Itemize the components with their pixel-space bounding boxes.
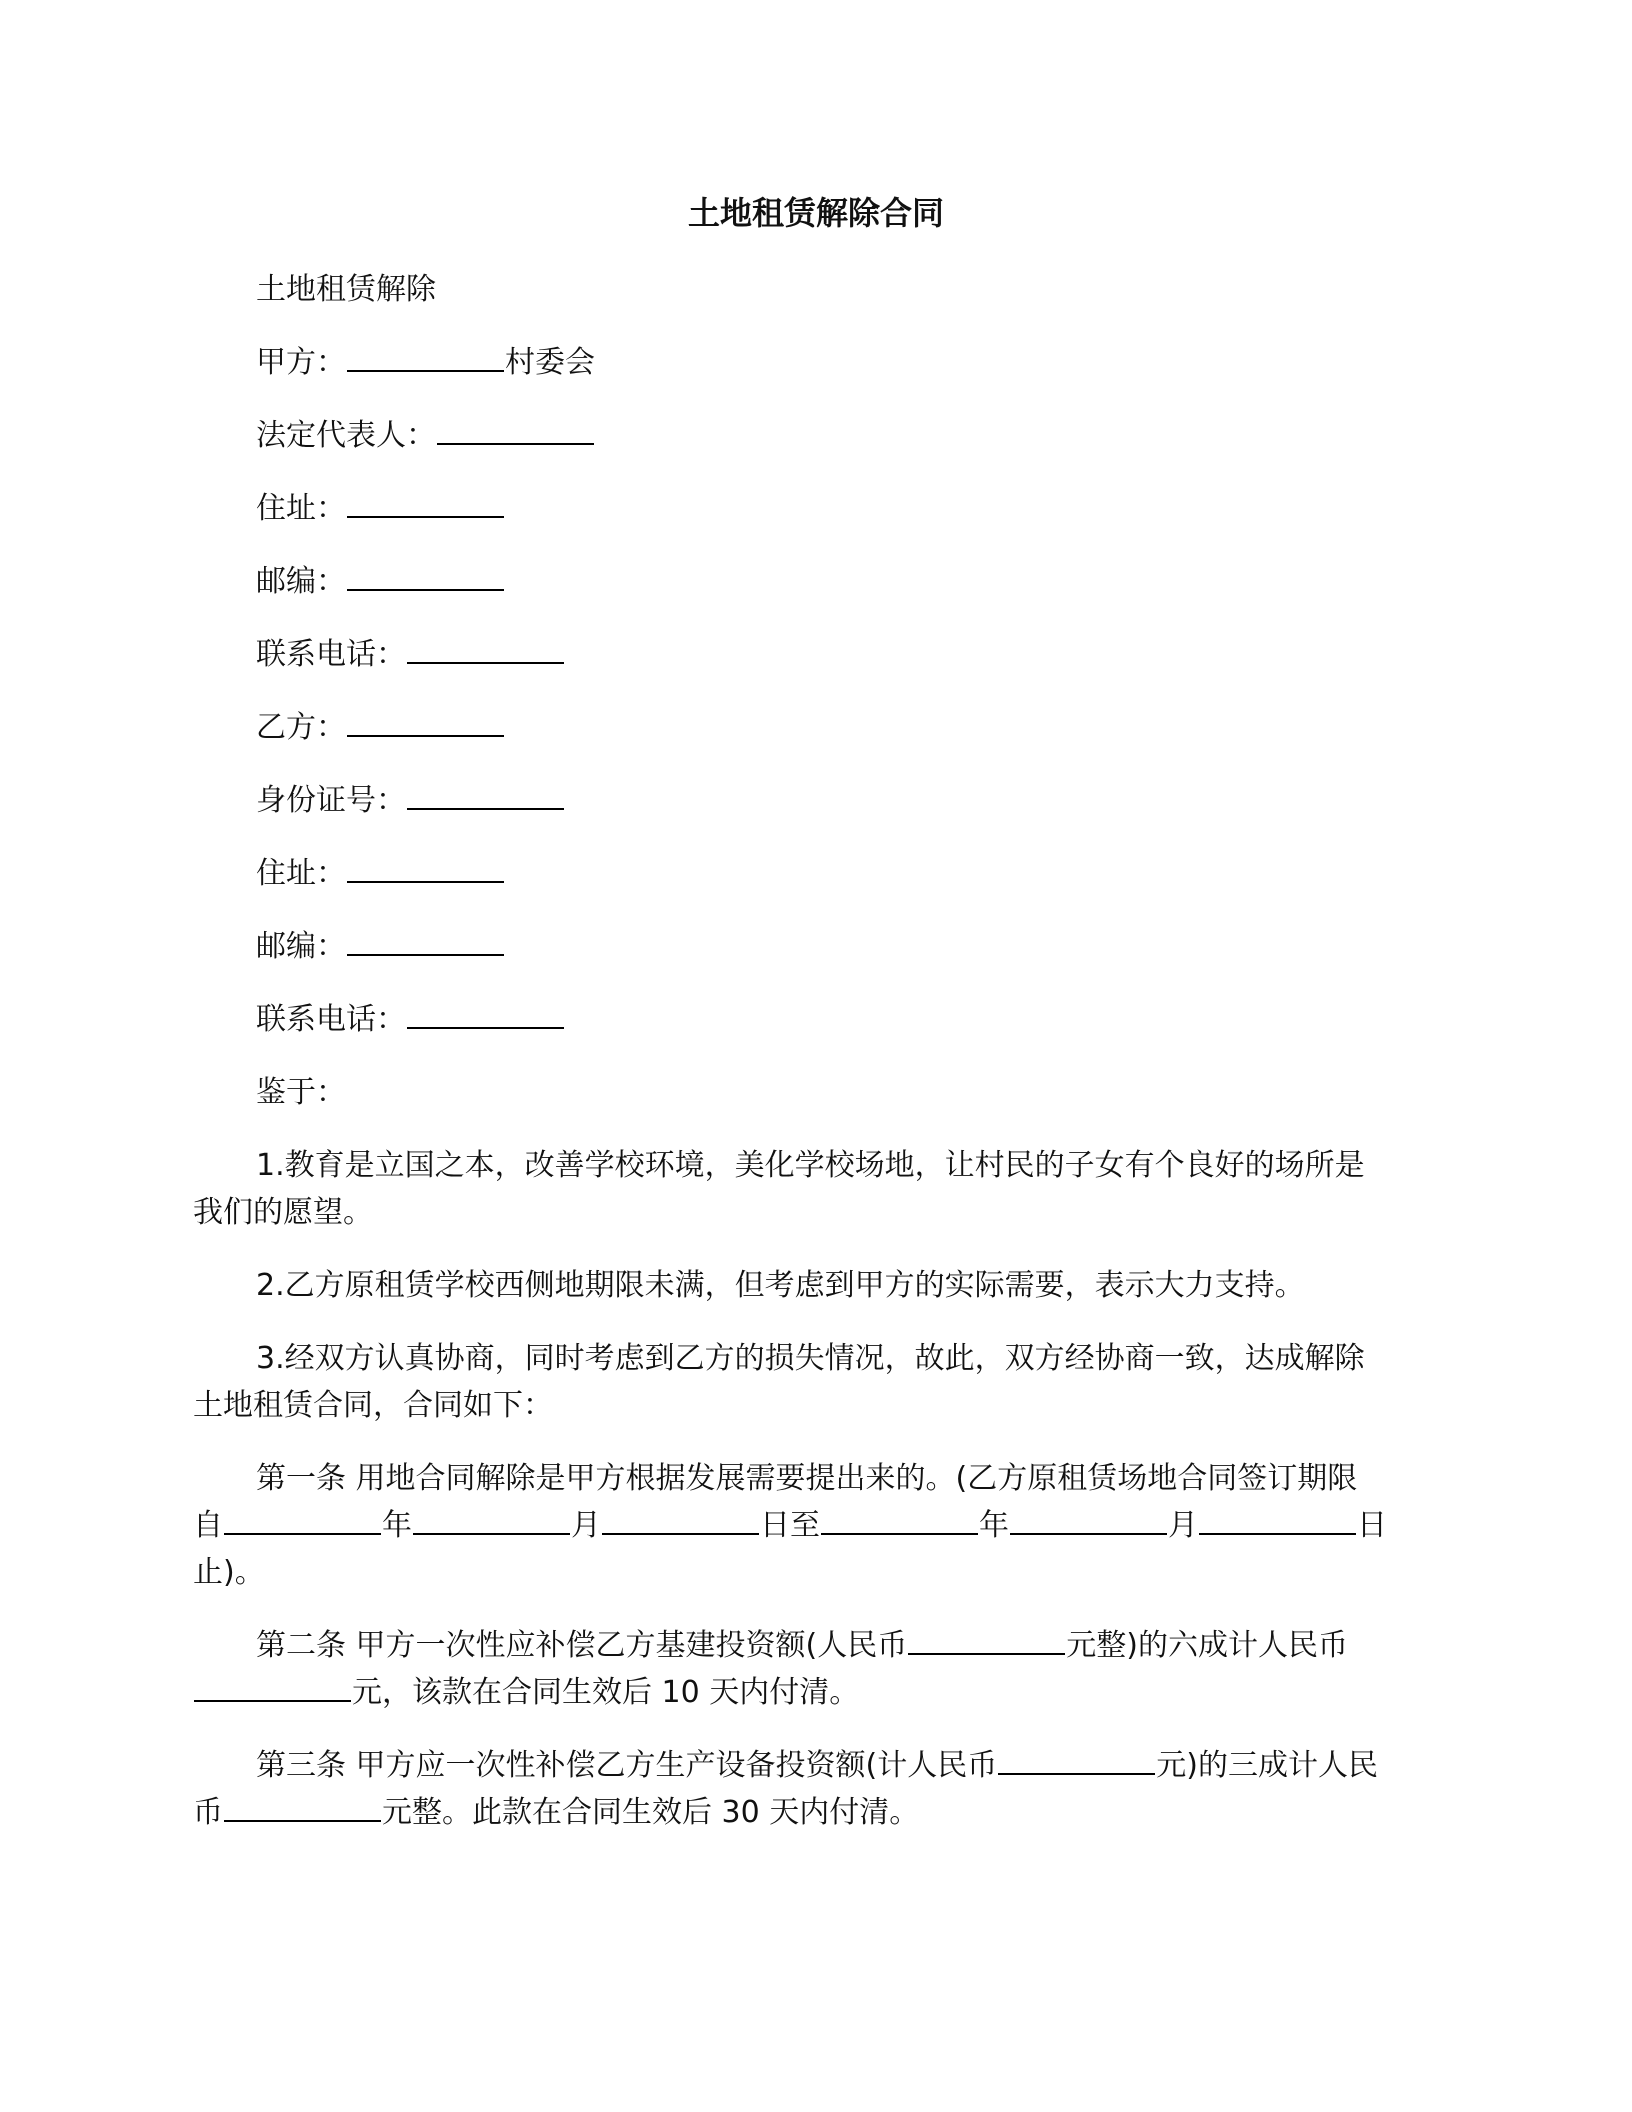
clause-line: 1.教育是立国之本，改善学校环境，美化学校场地，让村民的子女有个良好的场所是 xyxy=(256,1148,1365,1183)
blank-field[interactable] xyxy=(437,415,594,445)
text: 年 xyxy=(382,1508,412,1543)
party-b-id-field xyxy=(193,777,1425,824)
blank-field[interactable] xyxy=(998,1745,1155,1775)
article-1 xyxy=(193,1455,1425,1596)
document-title: 土地租赁解除合同 xyxy=(687,194,944,232)
field-label: 邮编： xyxy=(256,929,346,964)
article-line: 止)。 xyxy=(193,1555,265,1590)
blank-field[interactable] xyxy=(413,1505,570,1535)
blank-field[interactable] xyxy=(224,1505,381,1535)
clause-1 xyxy=(193,1142,1425,1236)
party-a-field xyxy=(193,339,1425,386)
blank-field[interactable] xyxy=(347,561,504,591)
article-line xyxy=(193,1742,1425,1789)
blank-field[interactable] xyxy=(407,634,564,664)
field-label: 身份证号： xyxy=(256,783,406,818)
text: 元整)的六成计人民币 xyxy=(1066,1628,1348,1663)
clause-2 xyxy=(193,1262,1425,1309)
text: 日 xyxy=(1357,1508,1387,1543)
party-b-postcode-field xyxy=(193,923,1425,970)
blank-field[interactable] xyxy=(407,999,564,1029)
article-line-dates xyxy=(193,1502,1425,1549)
blank-field[interactable] xyxy=(347,926,504,956)
blank-field[interactable] xyxy=(407,780,564,810)
field-label: 邮编： xyxy=(256,564,346,599)
subtitle: 土地租赁解除 xyxy=(256,272,436,307)
party-a-postcode-field xyxy=(193,558,1425,605)
article-3 xyxy=(193,1742,1425,1836)
article-2 xyxy=(193,1622,1425,1716)
document-body xyxy=(193,266,1425,1862)
field-label: 乙方： xyxy=(256,710,346,745)
text: 币 xyxy=(193,1795,223,1830)
clause-line: 2.乙方原租赁学校西侧地期限未满，但考虑到甲方的实际需要，表示大力支持。 xyxy=(256,1268,1305,1303)
clause-line: 3.经双方认真协商，同时考虑到乙方的损失情况，故此，双方经协商一致，达成解除 xyxy=(256,1341,1365,1376)
article-line: 第一条 用地合同解除是甲方根据发展需要提出来的。(乙方原租赁场地合同签订期限 xyxy=(256,1461,1358,1496)
text: 月 xyxy=(571,1508,601,1543)
field-label: 住址： xyxy=(256,856,346,891)
blank-field[interactable] xyxy=(908,1625,1065,1655)
article-line xyxy=(193,1669,1425,1716)
field-label: 住址： xyxy=(256,491,346,526)
text: 自 xyxy=(193,1508,223,1543)
blank-field[interactable] xyxy=(224,1792,381,1822)
clause-line: 土地租赁合同，合同如下： xyxy=(193,1388,553,1423)
text: 日至 xyxy=(760,1508,820,1543)
text: 元，该款在合同生效后 10 天内付清。 xyxy=(352,1675,860,1710)
blank-field[interactable] xyxy=(194,1672,351,1702)
article-line xyxy=(193,1789,1425,1836)
party-a-phone-field xyxy=(193,631,1425,678)
text: 元整。此款在合同生效后 30 天内付清。 xyxy=(382,1795,920,1830)
field-label: 联系电话： xyxy=(256,1002,406,1037)
blank-field[interactable] xyxy=(1199,1505,1356,1535)
text: 月 xyxy=(1168,1508,1198,1543)
field-suffix: 村委会 xyxy=(505,345,595,380)
blank-field[interactable] xyxy=(347,342,504,372)
text: 年 xyxy=(979,1508,1009,1543)
party-b-field xyxy=(193,704,1425,751)
blank-field[interactable] xyxy=(347,707,504,737)
party-b-phone-field xyxy=(193,996,1425,1043)
text: 元)的三成计人民 xyxy=(1156,1748,1378,1783)
party-b-address-field xyxy=(193,850,1425,897)
whereas-heading: 鉴于： xyxy=(256,1075,346,1110)
blank-field[interactable] xyxy=(347,853,504,883)
clause-line: 我们的愿望。 xyxy=(193,1195,373,1230)
field-label: 联系电话： xyxy=(256,637,406,672)
field-label: 甲方： xyxy=(256,345,346,380)
field-label: 法定代表人： xyxy=(256,418,436,453)
blank-field[interactable] xyxy=(821,1505,978,1535)
blank-field[interactable] xyxy=(602,1505,759,1535)
blank-field[interactable] xyxy=(1010,1505,1167,1535)
clause-3 xyxy=(193,1335,1425,1429)
blank-field[interactable] xyxy=(347,488,504,518)
party-a-rep-field xyxy=(193,412,1425,459)
party-a-address-field xyxy=(193,485,1425,532)
text: 第二条 甲方一次性应补偿乙方基建投资额(人民币 xyxy=(256,1628,908,1663)
text: 第三条 甲方应一次性补偿乙方生产设备投资额(计人民币 xyxy=(256,1748,998,1783)
article-line xyxy=(193,1622,1425,1669)
